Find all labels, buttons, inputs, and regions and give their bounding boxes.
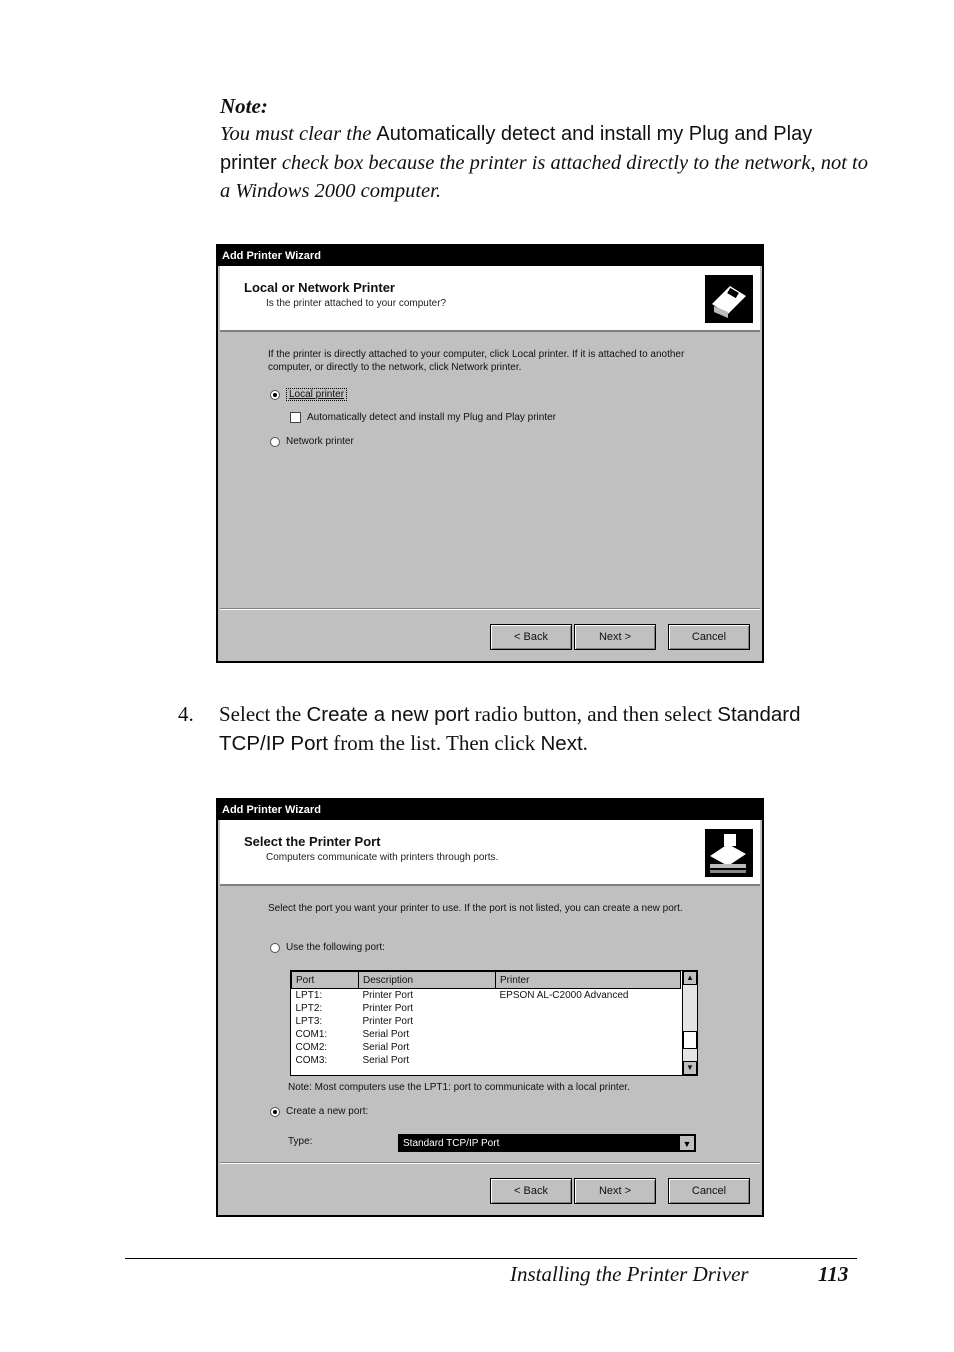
checkbox-autodetect-label: Automatically detect and install my Plug and Play printer: [307, 412, 557, 423]
dialog-buttons: [488, 1178, 750, 1204]
port-type-value: Standard TCP/IP Port: [403, 1138, 500, 1149]
radio-network-printer[interactable]: [270, 436, 354, 447]
cell-port: COM2:: [295, 1042, 328, 1053]
dialog-heading: Local or Network Printer: [244, 280, 395, 295]
back-button[interactable]: < Back: [490, 624, 572, 650]
step-ui-create-port: Create a new port: [306, 703, 470, 726]
step-text-4: .: [582, 731, 588, 755]
dialog-local-or-network: [216, 244, 764, 663]
note-heading: Note:: [220, 94, 268, 118]
scroll-up-icon[interactable]: ▲: [683, 971, 697, 985]
table-row[interactable]: [292, 1015, 681, 1028]
port-list-scrollbar[interactable]: [682, 971, 697, 1075]
table-row[interactable]: [292, 1054, 681, 1067]
dialog-header: [220, 266, 760, 332]
table-row[interactable]: [292, 1002, 681, 1015]
radio-selected-icon: [270, 390, 280, 400]
cancel-button[interactable]: Cancel: [668, 624, 750, 650]
port-type-select[interactable]: [398, 1134, 696, 1152]
step-text-3: from the list. Then click: [328, 731, 541, 755]
cell-port: LPT1:: [295, 990, 323, 1001]
cell-description: Printer Port: [362, 990, 414, 1001]
note-text-1: You must clear the: [220, 123, 377, 145]
radio-local-printer-label: Local printer: [286, 388, 347, 401]
scroll-down-icon[interactable]: ▼: [683, 1061, 697, 1075]
step-text-2: radio button, and then select: [469, 702, 718, 726]
cell-description: Serial Port: [362, 1055, 410, 1066]
cell-description: Printer Port: [362, 1003, 414, 1014]
back-button[interactable]: < Back: [490, 1178, 572, 1204]
next-button[interactable]: Next >: [574, 1178, 656, 1204]
chevron-down-icon[interactable]: ▼: [679, 1135, 695, 1151]
port-table: [291, 971, 681, 1067]
dialog-heading: Select the Printer Port: [244, 834, 381, 849]
table-row[interactable]: [292, 1028, 681, 1041]
footer-section-title: Installing the Printer Driver: [510, 1262, 749, 1286]
dialog-separator: [220, 608, 760, 610]
note-ui-label: Automatically detect and install my Plug and Play printer: [220, 123, 813, 174]
radio-selected-icon: [270, 1107, 280, 1117]
cell-printer: [496, 1054, 681, 1067]
cell-printer: [496, 1002, 681, 1015]
cell-printer: [496, 1041, 681, 1054]
dialog-subheading: Is the printer attached to your computer?: [266, 298, 447, 309]
radio-create-new-port[interactable]: [270, 1106, 368, 1117]
page-number: 113: [818, 1262, 849, 1286]
step-ui-tcpip: Standard TCP/IP Port: [219, 703, 801, 755]
dialog-title-bar: Add Printer Wizard: [218, 800, 762, 820]
cell-port: COM3:: [295, 1055, 328, 1066]
port-list[interactable]: [290, 970, 698, 1076]
dialog-subheading: Computers communicate with printers through ports.: [266, 852, 499, 863]
cell-port: LPT3:: [295, 1016, 323, 1027]
radio-unselected-icon: [270, 437, 280, 447]
note-block: [220, 92, 870, 206]
radio-create-new-port-label: Create a new port:: [286, 1106, 369, 1117]
cell-printer: EPSON AL-C2000 Advanced: [499, 990, 629, 1001]
step-ui-next: Next: [540, 732, 583, 755]
footer-rule: [125, 1258, 857, 1259]
step-text: [219, 700, 859, 758]
column-header-description[interactable]: Description: [359, 972, 496, 989]
table-row[interactable]: [292, 1041, 681, 1054]
cell-printer: [496, 1028, 681, 1041]
column-header-port[interactable]: Port: [292, 972, 359, 989]
dialog-buttons: [488, 624, 750, 650]
port-note: Note: Most computers use the LPT1: port to communicate with a local printer.: [288, 1082, 630, 1093]
checkbox-unchecked-icon: [290, 412, 301, 423]
dialog-title-bar: Add Printer Wizard: [218, 246, 762, 266]
radio-local-printer[interactable]: [270, 388, 347, 401]
cell-description: Serial Port: [362, 1042, 410, 1053]
cancel-button[interactable]: Cancel: [668, 1178, 750, 1204]
cell-printer: [496, 1015, 681, 1028]
radio-unselected-icon: [270, 943, 280, 953]
dialog-separator: [220, 1162, 760, 1164]
cell-description: Printer Port: [362, 1016, 414, 1027]
table-row[interactable]: [292, 989, 681, 1003]
step-text-1: Select the: [219, 702, 307, 726]
dialog-select-printer-port: [216, 798, 764, 1217]
type-label: Type:: [288, 1136, 313, 1147]
dialog-header: [220, 820, 760, 886]
dialog-instruction: If the printer is directly attached to your computer, click Local printer. If it is attached to another computer, or directly to the network, click Network printer.: [268, 349, 685, 373]
radio-use-existing-port[interactable]: [270, 942, 385, 953]
dialog-instruction: Select the port you want your printer to use. If the port is not listed, you can create a new port.: [268, 903, 683, 914]
cell-port: COM1:: [295, 1029, 328, 1040]
cell-port: LPT2:: [295, 1003, 323, 1014]
note-text-2: check box because the printer is attached directly to the network, not to a Windows 2000 computer.: [220, 151, 868, 202]
printer-icon: [704, 274, 754, 324]
checkbox-autodetect[interactable]: [290, 412, 556, 423]
note-text: [220, 120, 870, 206]
next-button[interactable]: Next >: [574, 624, 656, 650]
cell-description: Serial Port: [362, 1029, 410, 1040]
printer-port-icon: [704, 828, 754, 878]
scroll-thumb[interactable]: [683, 1031, 697, 1049]
column-header-printer[interactable]: Printer: [496, 972, 681, 989]
radio-network-printer-label: Network printer: [286, 436, 354, 447]
step-number: 4.: [178, 702, 194, 726]
radio-use-existing-port-label: Use the following port:: [286, 942, 385, 953]
